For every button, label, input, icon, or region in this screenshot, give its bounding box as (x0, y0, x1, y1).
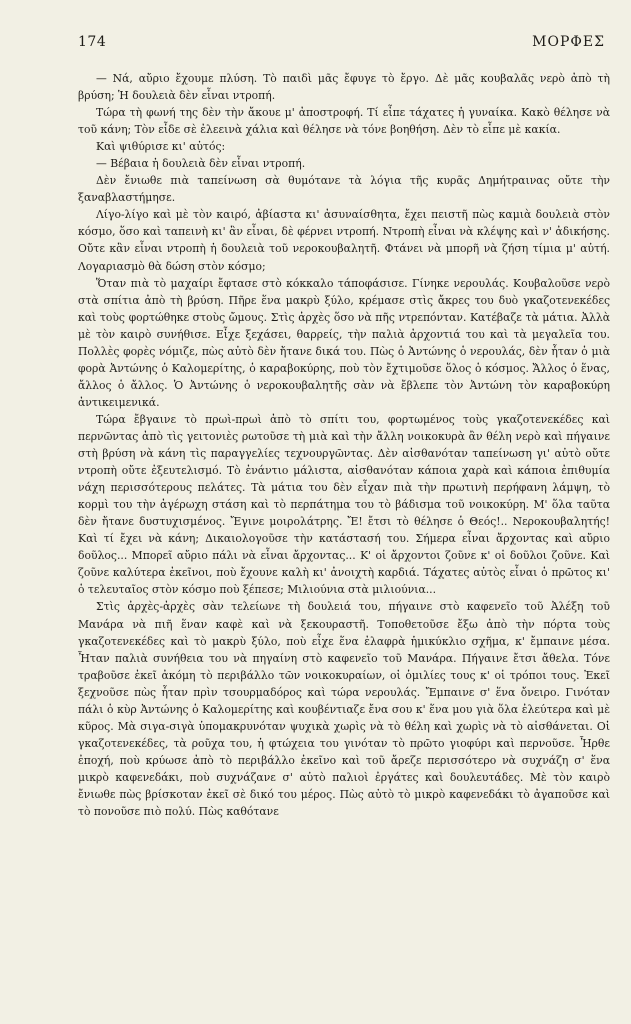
page-number: 174 (78, 34, 107, 50)
paragraph: Δὲν ἔνιωθε πιὰ ταπείνωση σὰ θυμότανε τὰ λόγια τῆς κυρᾶς Δημήτραινας οὔτε τὴν ξαναβλαστήμησε. (78, 174, 610, 205)
paragraph: Στὶς ἀρχὲς-ἀρχὲς σὰν τελείωνε τὴ δουλειά του, πήγαινε στὸ καφενεῖο τοῦ Ἀλέξη τοῦ Μανάρα νὰ πιῆ ἕναν καφὲ καὶ νὰ ξεκουραστῆ. Τοποθετοῦσε ἔξω ἀπὸ τὴν πόρτα τοὺς γκαζοτενεκέδες καὶ τὸ μακρὺ ξύλο, ποὺ εἶχε ἕνα ἐλαφρὰ ἡμικύκλιο σχῆμα, κ' ἔμπαινε μέσα. Ἦταν παλιὰ συνήθεια του νὰ πηγαίνη στὸ καφενεῖο τοῦ Μανάρα. Πήγαινε ἔτσι ἄθελα. Τόνε τραβοῦσε ἐκεῖ ἀκόμη τὸ περιβάλλο τῶν νοικοκυραίων, οἱ ὁμιλίες τους κ' οἱ τρόποι τους. Ἐκεῖ ξεχνοῦσε πὼς ἦταν πρὶν τσουρμαδόρος καὶ τώρα νερουλάς. Ἔμπαινε σ' ἕνα ὄνειρο. Γινόταν πάλι ὁ κὺρ Ἀντώνης ὁ Καλομερίτης καὶ κουβέντιαζε ἔνα σου κ' ἕνα μου γιὰ ὅλα ἐλεύτερα καὶ μὲ κῦρος. Μὰ σιγα-σιγὰ ὑπομακρυνόταν ψυχικὰ χωρὶς νὰ τὸ θέλη καὶ χωρὶς νὰ τὸ αἰσθάνεται. Οἱ γκαζοτενεκέδες, τὰ ροῦχα του, ἡ φτώχεια του γινόταν τὸ πρῶτο γιοφύρι καὶ περνοῦσε. Ἦρθε ἐποχή, ποὺ κρύωσε ἀπὸ τὸ περιβάλλο ἐκεῖνο καὶ τοῦ ἄρεζε περισσότερο νὰ συχνάζη σ' ἕνα μικρὸ καφενεδάκι, ποὺ συχνάζανε σ' αὐτὸ παλιοὶ ἐργάτες καὶ δουλευτάδες. Μὲ τὸν καιρὸ ἔνιωθε πὼς βρίσκοταν ἐκεῖ σὲ δικό του μέρος. Πὼς αὐτὸ τὸ μικρὸ καφενεδάκι τὸ ἀγαποῦσε καὶ τὸ πονοῦσε πιὸ πολύ. Πὼς καθότανε (78, 600, 610, 819)
body-text (78, 70, 610, 820)
paragraph: Τώρα ἔβγαινε τὸ πρωὶ-πρωὶ ἀπὸ τὸ σπίτι του, φορτωμένος τοὺς γκαζοτενεκέδες καὶ περνῶντας ἀπὸ τὶς γειτονιὲς ρωτοῦσε τὴ μιὰ καὶ τὴν ἄλλη νοικοκυρὰ ἂν θέλη νερὸ καὶ πήγαινε στὴ βρύση νὰ κάνη τὶς παραγγελίες τεχνουργῶντας. Δὲν αἰσθανόταν ταπείνωση γι' αὐτὸ οὔτε ντροπὴ οὔτε ἐξευτελισμό. Τὸ ἐνάντιο μάλιστα, αἰσθανόταν κάποια χαρὰ καὶ κάποια ἐπιθυμία νάχη περισσότερους πελάτες. Τὰ μάτια του δὲν εἶχαν πιὰ τὴν πρωτινὴ περήφανη λάμψη, τὸ κορμὶ του τὴν ἀγέρωχη στάση καὶ τὸ περπάτημα του τὸ βάδισμα τοῦ νοικοκύρη. Μ' ὅλα ταῦτα δὲν ἤτανε δυστυχισμένος. Ἔγινε μοιρολάτρης. Ἔ! ἔτσι τὸ θέλησε ὁ Θεός!.. Νεροκουβαλητής! Καὶ τί ἔχει νὰ κάνη; Δικαιολογοῦσε τὴν κατάστασή του. Σήμερα εἶναι ἄρχοντας καὶ αὔριο δοῦλος... Μπορεῖ αὔριο πάλι νὰ εἶναι ἄρχοντας... Κ' οἱ ἄρχοντοι ζοῦνε κ' οἱ δοῦλοι ζοῦνε. Καὶ ζοῦνε καλύτερα ἐκεῖνοι, ποὺ ἔχουνε καλὴ κι' ἀνοιχτὴ καρδιά. Τάχατες αὐτὸς εἶναι ὁ πρῶτος κι' ὁ τελευταῖος στὸν κόσμο ποὺ ξέπεσε; Μιλιούνια στὰ μιλιούνια... (78, 412, 610, 597)
page-header (78, 34, 605, 58)
paragraph: — Βέβαια ἡ δουλειὰ δὲν εἶναι ντροπή. (96, 157, 306, 171)
running-head: ΜΟΡΦΕΣ (532, 34, 605, 50)
paragraph: Λίγο-λίγο καὶ μὲ τὸν καιρό, ἀβίαστα κι' ἀσυναίσθητα, ἔχει πειστῆ πὼς καμιὰ δουλειὰ στὸν κόσμο, ὅσο καὶ ταπεινὴ κι' ἂν εἶναι, δὲ φέρνει ντροπή. Ντροπὴ εἶναι νὰ κλέψης καὶ ν' ἀδικήσης. Οὔτε κἂν εἶναι ντροπὴ ἡ δουλειὰ τοῦ νεροκουβαλητῆ. Φτάνει νὰ μπορῆ νὰ ζήση τίμια μ' αὐτή. Λογαριασμὸ θὰ δώση στὸν κόσμο; (78, 208, 610, 273)
paragraph: Καὶ ψιθύρισε κι' αὐτός: (96, 140, 226, 154)
paragraph: Ὅταν πιὰ τὸ μαχαίρι ἔφτασε στὸ κόκκαλο τάποφάσισε. Γίνηκε νερουλάς. Κουβαλοῦσε νερὸ στὰ σπίτια ἀπὸ τὴ βρύση. Πῆρε ἕνα μακρὺ ξύλο, κρέμασε στὶς ἄκρες του δυὸ γκαζοτενεκέδες καὶ τοὺς φορτώθηκε στοὺς ὤμους. Στὶς ἀρχὲς ὅσο νὰ πῆς ντρεπόνταν. Κατέβαζε τὰ μάτια. Ἀλλὰ μὲ τὸν καιρὸ συνήθισε. Εἶχε ξεχάσει, θαρρείς, τὴν παλιὰ ἀρχοντιά του καὶ τὰ μεγαλεῖα του. Πολλὲς φορὲς νόμιζε, πὼς αὐτὸ δὲν ἤτανε δικά του. Πὼς ὁ Ἀντώνης ὁ νερουλάς, δὲν ἦταν ὁ μιὰ φορὰ Ἀντώνης ὁ Καλομερίτης, ὁ καραβοκύρης, ποὺ τὸν ἔχτιμοῦσε ὅλος ὁ κόσμος. Ἄλλος ὁ ἕνας, ἄλλος ὁ ἄλλος. Ὁ Ἀντώνης ὁ νεροκουβαλητῆς σὰν νὰ ἔβλεπε τὸν Ἀντώνη τὸν καραβοκύρη ἀντικειμενικά. (78, 276, 610, 409)
paragraph: — Νά, αὔριο ἔχουμε πλύση. Τὸ παιδὶ μᾶς ἔφυγε τὸ ἔργο. Δὲ μᾶς κουβαλᾶς νερὸ ἀπὸ τὴ βρύση; Ἡ δουλειὰ δὲν εἶναι ντροπή. (78, 72, 610, 103)
paragraph: Τώρα τὴ φωνή της δὲν τὴν ἄκουε μ' ἀποστροφή. Τί εἶπε τάχατες ἡ γυναίκα. Κακὸ θέλησε νὰ τοῦ κάνη; Τὸν εἶδε σὲ ἐλεεινὰ χάλια καὶ θέλησε νὰ τόνε βοηθήση. Δὲν τὸ εἶπε μὲ κακία. (78, 106, 610, 137)
